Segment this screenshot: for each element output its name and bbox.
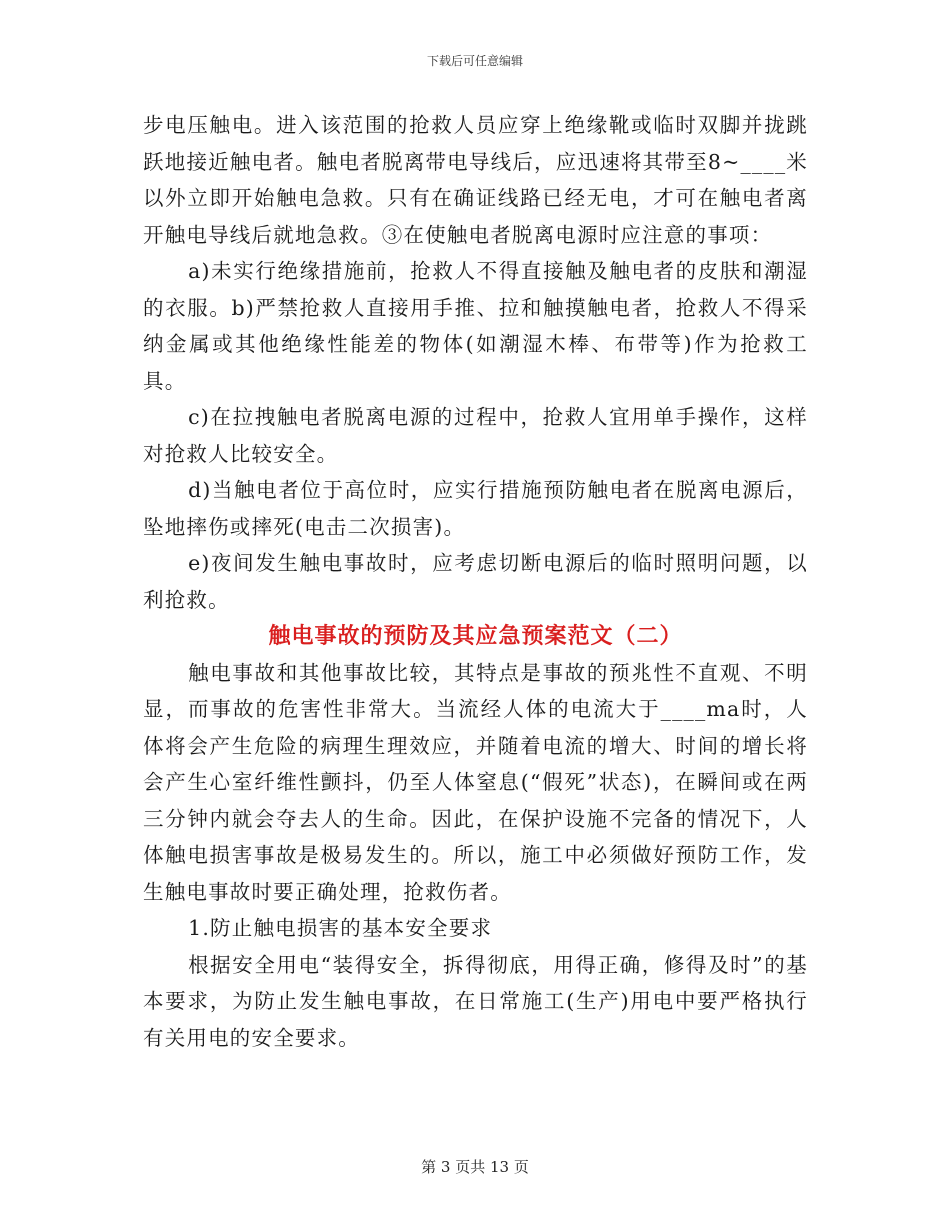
document-body — [143, 107, 808, 1056]
paragraph-item-e: e)夜间发生触电事故时，应考虑切断电源后的临时照明问题，以利抢救。 — [143, 551, 808, 612]
paragraph-item-a-b: a)未实行绝缘措施前，抢救人不得直接触及触电者的皮肤和潮湿的衣服。b)严禁抢救人直接用手推、拉和触摸触电者，抢救人不得采纳金属或其他绝缘性能差的物体(如潮湿木棒、布带等)作为抢救工具。 — [143, 259, 808, 393]
section-heading: 触电事故的预防及其应急预案范文（二） — [268, 623, 683, 649]
subsection-title: 1.防止触电损害的基本安全要求 — [188, 916, 493, 940]
paragraph-intro: 触电事故和其他事故比较，其特点是事故的预兆性不直观、不明显，而事故的危害性非常大。当流经人体的电流大于____ma时，人体将会产生危险的病理生理效应，并随着电流的增大、时间的增长将会产生心室纤维性颤抖，仍至人体窒息(“假死”状态)，在瞬间或在两三分钟内就会夺去人的生命。因此，在保护设施不完备的情况下，人体触电损害事故是极易发生的。所以，施工中必须做好预防工作，发生触电事故时要正确处理，抢救伤者。 — [143, 660, 808, 904]
page-footer: 第 3 页共 13 页 — [421, 1158, 529, 1176]
paragraph-item-c: c)在拉拽触电者脱离电源的过程中，抢救人宜用单手操作，这样对抢救人比较安全。 — [143, 405, 808, 466]
page-header: 下载后可任意编辑 — [426, 54, 523, 68]
paragraph-requirements: 根据安全用电“装得安全，拆得彻底，用得正确，修得及时”的基本要求，为防止发生触电事故，在日常施工(生产)用电中要严格执行有关用电的安全要求。 — [143, 952, 808, 1050]
paragraph-item-d: d)当触电者位于高位时，应实行措施预防触电者在脱离电源后，坠地摔伤或摔死(电击二次损害)。 — [143, 478, 808, 539]
paragraph-continuation: 步电压触电。进入该范围的抢救人员应穿上绝缘靴或临时双脚并拢跳跃地接近触电者。触电者脱离带电导线后，应迅速将其带至8~____米以外立即开始触电急救。只有在确证线路已经无电，才可在触电者离开触电导线后就地急救。③在使触电者脱离电源时应注意的事项： — [143, 113, 808, 247]
